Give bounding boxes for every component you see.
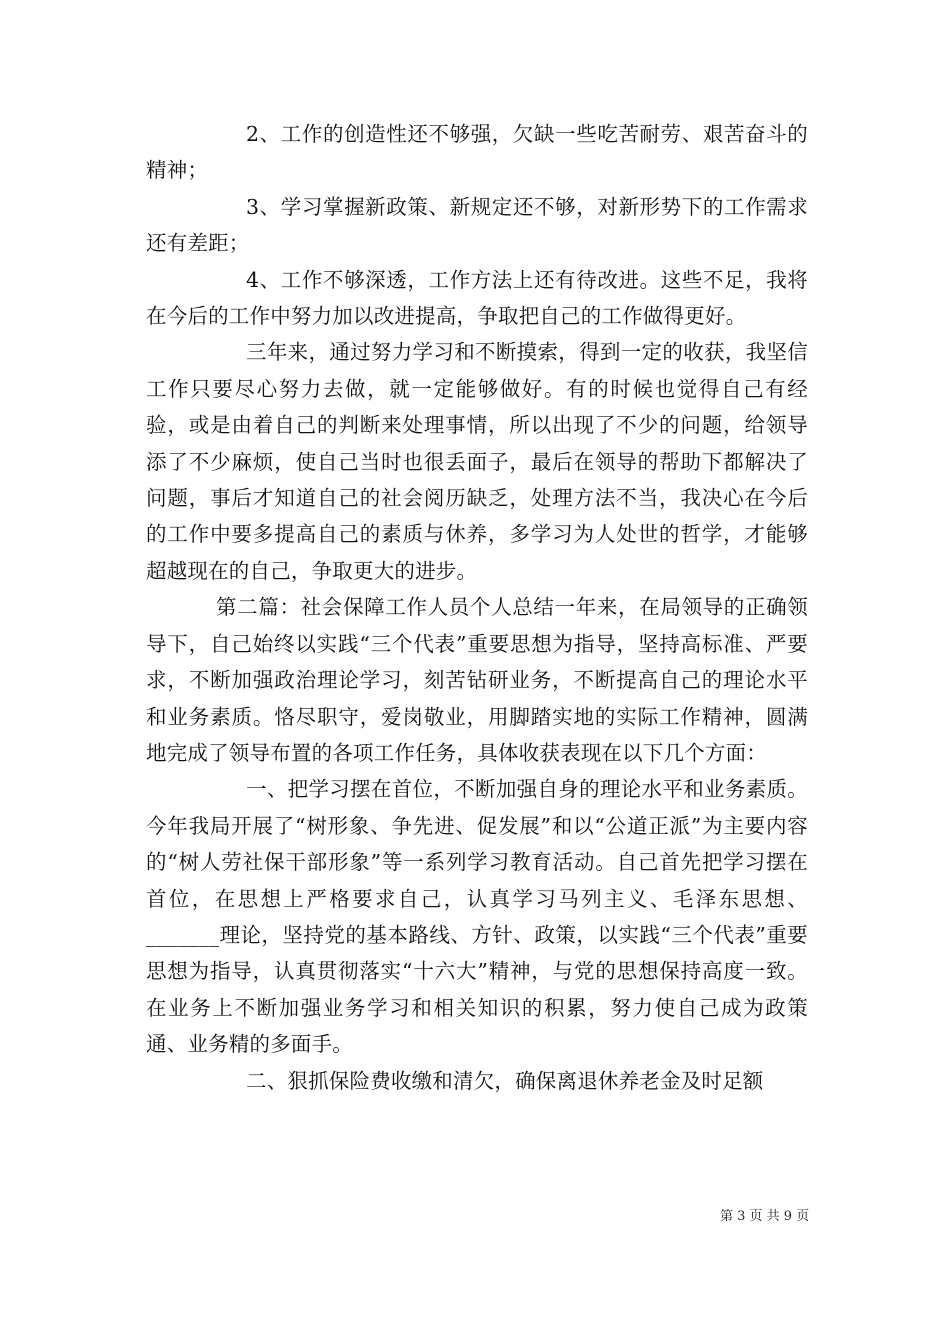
paragraph-point-4: 4、工作不够深透，工作方法上还有待改进。这些不足，我将在今后的工作中努力加以改进提高，争取把自己的工作做得更好。 <box>146 267 808 329</box>
paragraph-point-3: 3、学习掌握新政策、新规定还不够，对新形势下的工作需求还有差距； <box>146 194 808 256</box>
page-number-footer: 第 3 页 共 9 页 <box>720 1209 810 1224</box>
paragraph-section-two: 二、狠抓保险费收缴和清欠，确保离退休养老金及时足额 <box>246 1068 764 1093</box>
paragraph-point-2: 2、工作的创造性还不够强，欠缺一些吃苦耐劳、艰苦奋斗的精神； <box>146 122 808 183</box>
document-body <box>146 116 808 1099</box>
paragraph-three-years: 三年来，通过努力学习和不断摸索，得到一定的收获，我坚信工作只要尽心努力去做，就一定能够做好。有的时候也觉得自己有经验，或是由着自己的判断来处理事情，所以出现了不少的问题，给领导添了不少麻烦，使自己当时也很丢面子，最后在领导的帮助下都解决了问题，事后才知道自己的社会阅历缺乏，处理方法不当，我决心在今后的工作中要多提高自己的素质与休养，多学习为人处世的哲学，才能够超越现在的自己，争取更大的进步。 <box>146 340 808 583</box>
paragraph-second-article: 第二篇：社会保障工作人员个人总结一年来，在局领导的正确领导下，自己始终以实践“三个代表”重要思想为指导，坚持高标准、严要求，不断加强政治理论学习，刻苦钻研业务，不断提高自己的理论水平和业务素质。恪尽职守，爱岗敬业，用脚踏实地的实际工作精神，圆满地完成了领导布置的各项工作任务，具体收获表现在以下几个方面： <box>146 595 808 765</box>
paragraph-section-one: 一、把学习摆在首位，不断加强自身的理论水平和业务素质。今年我局开展了“树形象、争先进、促发展”和以“公道正派”为主要内容的“树人劳社保干部形象”等一系列学习教育活动。自己首先把学习摆在首位，在思想上严格要求自己，认真学习马列主义、毛泽东思想、_______理论，坚持党的基本路线、方针、政策，以实践“三个代表”重要思想为指导，认真贯彻落实“十六大”精神，与党的思想保持高度一致。在业务上不断加强业务学习和相关知识的积累，努力使自己成为政策通、业务精的多面手。 <box>146 777 808 1057</box>
